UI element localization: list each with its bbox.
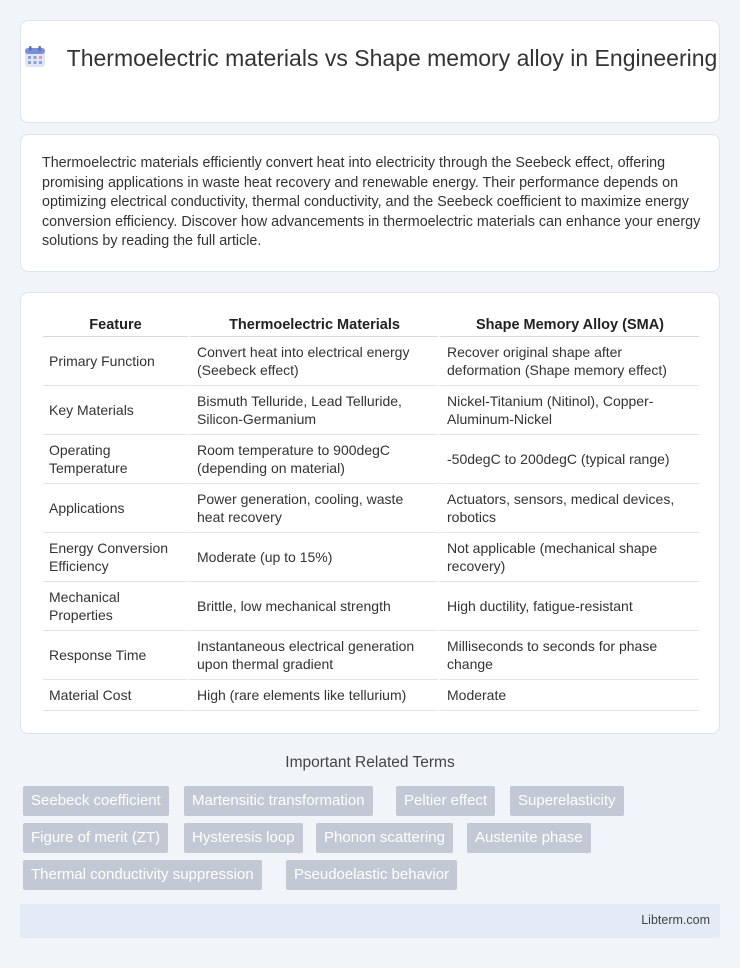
- table-header-row: [43, 313, 699, 337]
- related-terms-title: Important Related Terms: [285, 754, 455, 771]
- comparison-card: [20, 292, 720, 734]
- table-row: [43, 386, 699, 435]
- table-row: [43, 435, 699, 484]
- tag-phonon-scattering[interactable]: Phonon scattering: [316, 823, 453, 853]
- tag-seebeck-coefficient[interactable]: Seebeck coefficient: [23, 786, 169, 816]
- comparison-table: [43, 313, 699, 711]
- tag-hysteresis-loop[interactable]: Hysteresis loop: [184, 823, 303, 853]
- tag-martensitic-transformation[interactable]: Martensitic transformation: [184, 786, 373, 816]
- sma-cell: Milliseconds to seconds for phase change: [438, 631, 699, 680]
- sma-cell: Nickel-Titanium (Nitinol), Copper-Aluminum-Nickel: [438, 386, 699, 435]
- tag-peltier-effect[interactable]: Peltier effect: [396, 786, 495, 816]
- tag-austenite-phase[interactable]: Austenite phase: [467, 823, 591, 853]
- tag-pseudoelastic-behavior[interactable]: Pseudoelastic behavior: [286, 860, 457, 890]
- tag-figure-of-merit[interactable]: Figure of merit (ZT): [23, 823, 168, 853]
- tag-thermal-conductivity-suppression[interactable]: Thermal conductivity suppression: [23, 860, 262, 890]
- thermoelectric-cell: Power generation, cooling, waste heat recovery: [188, 484, 438, 533]
- feature-cell: Response Time: [43, 631, 188, 680]
- tag-superelasticity[interactable]: Superelasticity: [510, 786, 624, 816]
- header-thermoelectric: Thermoelectric Materials: [188, 313, 438, 337]
- feature-cell: Applications: [43, 484, 188, 533]
- feature-cell: Material Cost: [43, 680, 188, 711]
- feature-cell: Operating Temperature: [43, 435, 188, 484]
- header-card: [20, 20, 720, 123]
- thermoelectric-cell: High (rare elements like tellurium): [188, 680, 438, 711]
- footer-bar: [20, 904, 720, 938]
- thermoelectric-cell: Room temperature to 900degC (depending on material): [188, 435, 438, 484]
- header-sma: Shape Memory Alloy (SMA): [438, 313, 699, 337]
- intro-card: [20, 134, 720, 272]
- table-row: [43, 533, 699, 582]
- table-row: [43, 680, 699, 711]
- intro-paragraph: Thermoelectric materials efficiently convert heat into electricity through the Seebeck effect, offering promising applications in waste heat recovery and renewable energy. Their performance depends on optimizing electrical conductivity, thermal conductivity, and the Seebeck coefficient to maximize energy conversion efficiency. Discover how advancements in thermoelectric materials can enhance your energy solutions by reading the full article.: [42, 155, 701, 249]
- feature-cell: Key Materials: [43, 386, 188, 435]
- feature-cell: Primary Function: [43, 337, 188, 386]
- calendar-icon: [23, 45, 47, 69]
- sma-cell: High ductility, fatigue-resistant: [438, 582, 699, 631]
- table-row: [43, 631, 699, 680]
- feature-cell: Mechanical Properties: [43, 582, 188, 631]
- sma-cell: -50degC to 200degC (typical range): [438, 435, 699, 484]
- page-title: Thermoelectric materials vs Shape memory alloy in Engineering: [66, 45, 718, 71]
- thermoelectric-cell: Instantaneous electrical generation upon thermal gradient: [188, 631, 438, 680]
- sma-cell: Moderate: [438, 680, 699, 711]
- thermoelectric-cell: Convert heat into electrical energy (Seebeck effect): [188, 337, 438, 386]
- page-title-wrap: [21, 43, 719, 73]
- feature-cell: Energy Conversion Efficiency: [43, 533, 188, 582]
- thermoelectric-cell: Brittle, low mechanical strength: [188, 582, 438, 631]
- thermoelectric-cell: Bismuth Telluride, Lead Telluride, Silicon-Germanium: [188, 386, 438, 435]
- table-row: [43, 484, 699, 533]
- header-feature: Feature: [43, 313, 188, 337]
- thermoelectric-cell: Moderate (up to 15%): [188, 533, 438, 582]
- footer-site-link[interactable]: Libterm.com: [641, 913, 710, 927]
- table-row: [43, 337, 699, 386]
- sma-cell: Actuators, sensors, medical devices, robotics: [438, 484, 699, 533]
- sma-cell: Recover original shape after deformation (Shape memory effect): [438, 337, 699, 386]
- table-row: [43, 582, 699, 631]
- sma-cell: Not applicable (mechanical shape recovery): [438, 533, 699, 582]
